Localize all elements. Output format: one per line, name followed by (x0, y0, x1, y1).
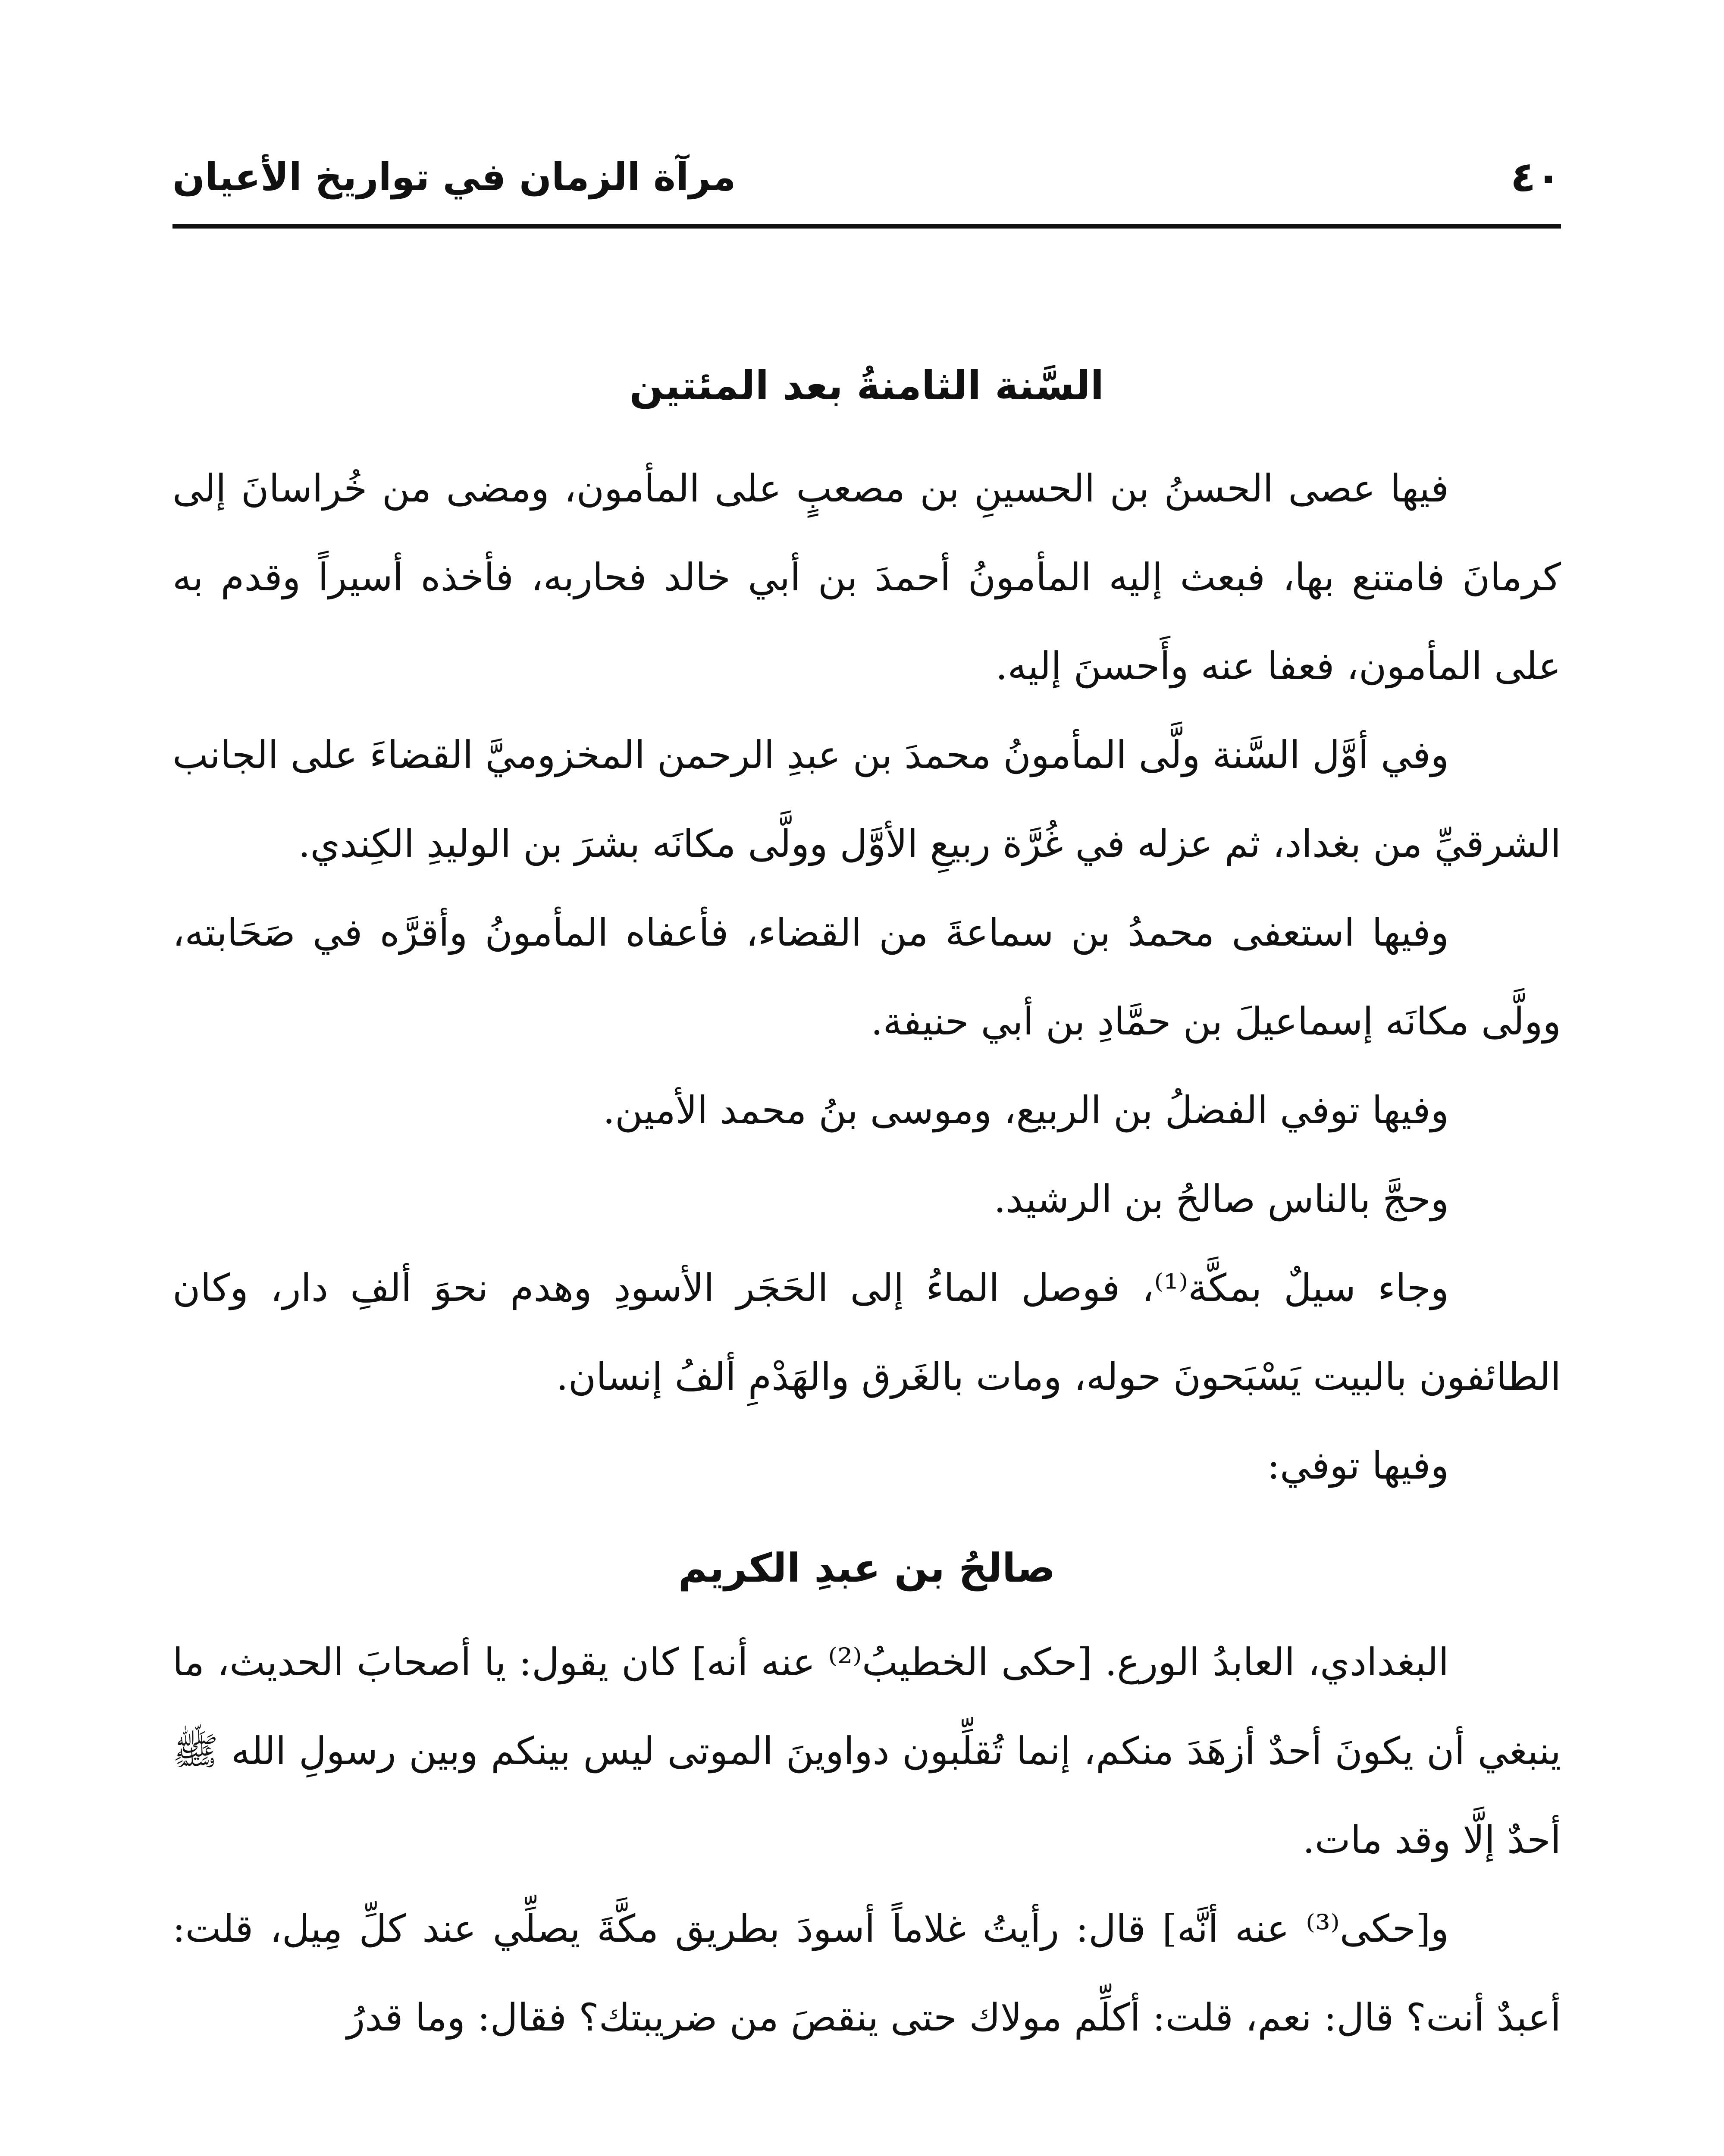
paragraph: وفيها توفي الفضلُ بن الربيع، وموسى بنُ محمد الأمين. (603, 1088, 1449, 1132)
paragraph: و[حكى⁽³⁾ عنه أنَّه] قال: رأيتُ غلاماً أسودَ بطريق مكَّةَ يصلِّي عند كلِّ مِيل، قلت: أعبدٌ أنت؟ قال: نعم، قلت: أكلِّم مولاك حتى ينقصَ من ضريبتك؟ فقال: وما قدرُ (172, 1906, 1561, 2040)
section-title: السَّنة الثامنةُ بعد المئتين (629, 363, 1104, 409)
paragraph: فيها عصى الحسنُ بن الحسينِ بن مصعبٍ على المأمون، ومضى من خُراسانَ إلى كرمانَ فامتنع بها، فبعث إليه المأمونُ أحمدَ بن أبي خالد فحاربه، فأخذه أسيراً وقدم به على المأمون، فعفا عنه وأَحسنَ إليه. (172, 466, 1561, 688)
paragraph: وحجَّ بالناس صالحُ بن الرشيد. (994, 1177, 1449, 1221)
person-title: صالحُ بن عبدِ الكريم (678, 1545, 1056, 1591)
main-text (172, 354, 1561, 2062)
paragraph: وفيها توفي: (1267, 1443, 1449, 1488)
book-title: مرآة الزمان في تواريخ الأعيان (172, 154, 736, 199)
running-header (172, 142, 1561, 211)
paragraph: وفي أوَّل السَّنة ولَّى المأمونُ محمدَ بن عبدِ الرحمن المخزوميَّ القضاءَ على الجانب الشرقيِّ من بغداد، ثم عزله في غُرَّة ربيعِ الأوَّل وولَّى مكانَه بشرَ بن الوليدِ الكِندي. (172, 733, 1561, 866)
paragraph: وفيها استعفى محمدُ بن سماعةَ من القضاء، فأعفاه المأمونُ وأقرَّه في صَحَابته، وولَّى مكانَه إسماعيلَ بن حمَّادِ بن أبي حنيفة. (172, 910, 1561, 1044)
paragraph: البغدادي، العابدُ الورع. [حكى الخطيبُ⁽²⁾ عنه أنه] كان يقول: يا أصحابَ الحديث، ما ينبغي أن يكونَ أحدٌ أزهَدَ منكم، إنما تُقلِّبون دواوينَ الموتى ليس بينكم وبين رسولِ الله ﷺ أحدٌ إلَّا وقد مات. (172, 1640, 1561, 1862)
page-number: ٤٠ (1510, 153, 1561, 201)
header-rule (172, 224, 1561, 229)
paragraph: وجاء سيلٌ بمكَّة⁽¹⁾، فوصل الماءُ إلى الحَجَر الأسودِ وهدم نحوَ ألفِ دار، وكان الطائفون بالبيت يَسْبَحونَ حوله، ومات بالغَرق والهَدْمِ ألفُ إنسان. (172, 1266, 1561, 1399)
